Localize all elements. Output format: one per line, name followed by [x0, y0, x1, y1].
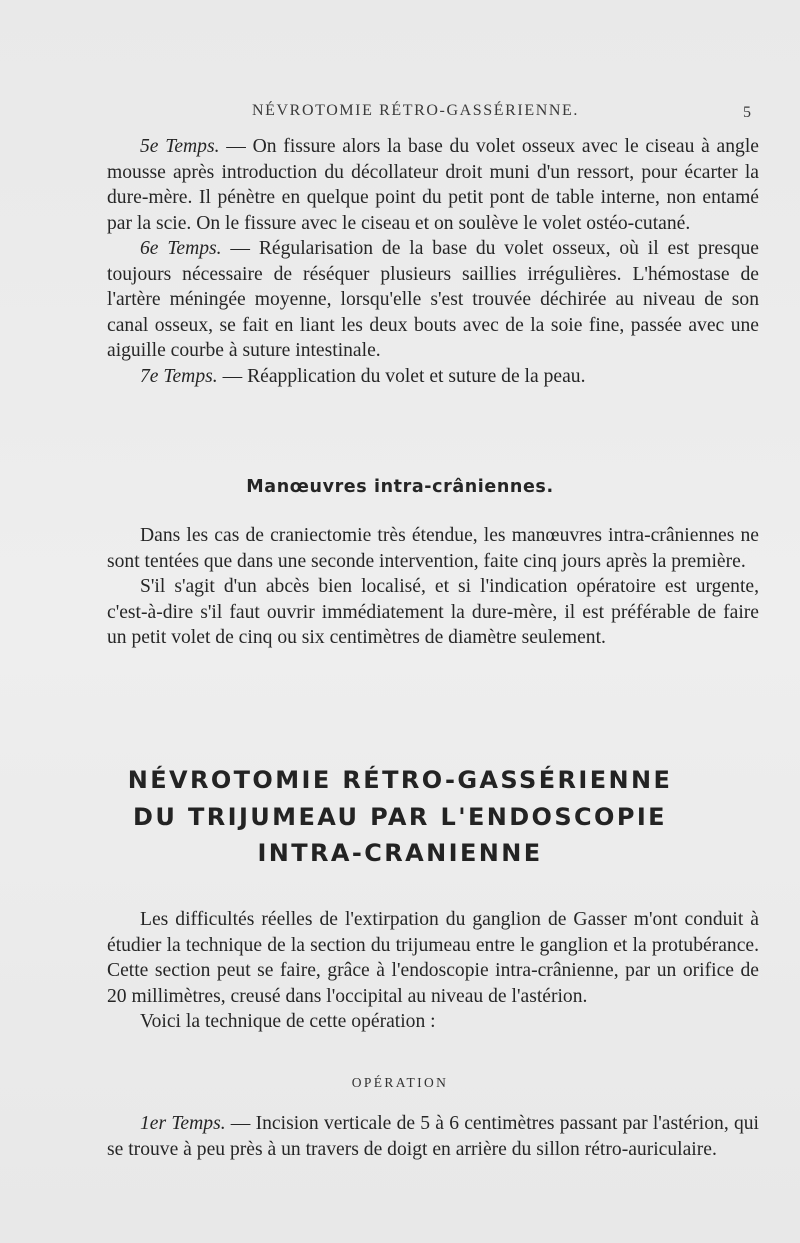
step-label: 6e Temps.: [140, 238, 222, 259]
paragraph: Les difficultés réelles de l'extirpation du ganglion de Gasser m'ont conduit à étudier la technique de la section du trijumeau entre le ganglion et la protubérance. Cette section peut se faire, grâce à l'endoscopie intra-crânienne, par un orifice de 20 millimètres, creusé dans l'occipital au niveau de l'astérion.: [107, 909, 759, 1007]
chapter-title-line-3: INTRA-CRANIENNE: [257, 839, 543, 867]
running-head: [0, 100, 800, 124]
paragraph-temps-1: [107, 1111, 759, 1162]
paragraph-text: — On fissure alors la base du volet osseux avec le ciseau à angle mousse après introduction du décollateur droit muni d'un ressort, pour écarter la dure-mère. Il pénètre en quelque point du petit pont de table interne, non entamé par la scie. On le fissure avec le ciseau et on soulève le volet ostéo-cutané.: [107, 136, 759, 234]
chapter-title: [0, 762, 800, 872]
paragraph-text: — Réapplication du volet et suture de la peau.: [217, 365, 586, 387]
chapter-title-line-1: NÉVROTOMIE RÉTRO-GASSÉRIENNE: [127, 766, 673, 794]
paragraph-text: — Incision verticale de 5 à 6 centimètres passant par l'astérion, qui se trouve à peu près à un travers de doigt en arrière du sillon rétro-auriculaire.: [107, 1113, 759, 1160]
paragraphs-section: [107, 523, 759, 651]
paragraphs-operation: [107, 1111, 759, 1162]
step-label: 1er Temps.: [140, 1113, 226, 1134]
sub-heading: OPÉRATION: [351, 1075, 449, 1090]
paragraphs-top: [107, 134, 759, 389]
section-heading: Manœuvres intra-crâniennes.: [246, 477, 554, 497]
paragraph-temps-5: [107, 134, 759, 236]
chapter-title-line-2: DU TRIJUMEAU PAR L'ENDOSCOPIE: [133, 802, 667, 831]
paragraph-temps-7: [107, 364, 759, 390]
step-label: 5e Temps.: [140, 136, 220, 157]
page-number: 5: [743, 104, 751, 121]
paragraphs-main: [107, 907, 759, 1035]
paragraph-temps-6: [107, 236, 759, 364]
running-title: NÉVROTOMIE RÉTRO-GASSÉRIENNE.: [252, 102, 579, 119]
paragraph: Voici la technique de cette opération :: [140, 1011, 436, 1032]
paragraph-text: — Régularisation de la base du volet osseux, où il est presque toujours nécessaire de réséquer plusieurs saillies irrégulières. L'hémostase de l'artère méningée moyenne, lorsqu'elle s'est trouvée déchirée au niveau de son canal osseux, se fait en liant les deux bouts avec de la soie fine, passée avec une aiguille courbe à suture intestinale.: [107, 238, 759, 361]
paragraph: S'il s'agit d'un abcès bien localisé, et si l'indication opératoire est urgente, c'est-à-dire s'il faut ouvrir immédiatement la dure-mère, il est préférable de faire un petit volet de cinq ou six centimètres de diamètre seulement.: [107, 576, 759, 648]
step-label: 7e Temps.: [140, 365, 218, 387]
paragraph: Dans les cas de craniectomie très étendue, les manœuvres intra-crâniennes ne sont tentées que dans une seconde intervention, faite cinq jours après la première.: [107, 525, 759, 572]
